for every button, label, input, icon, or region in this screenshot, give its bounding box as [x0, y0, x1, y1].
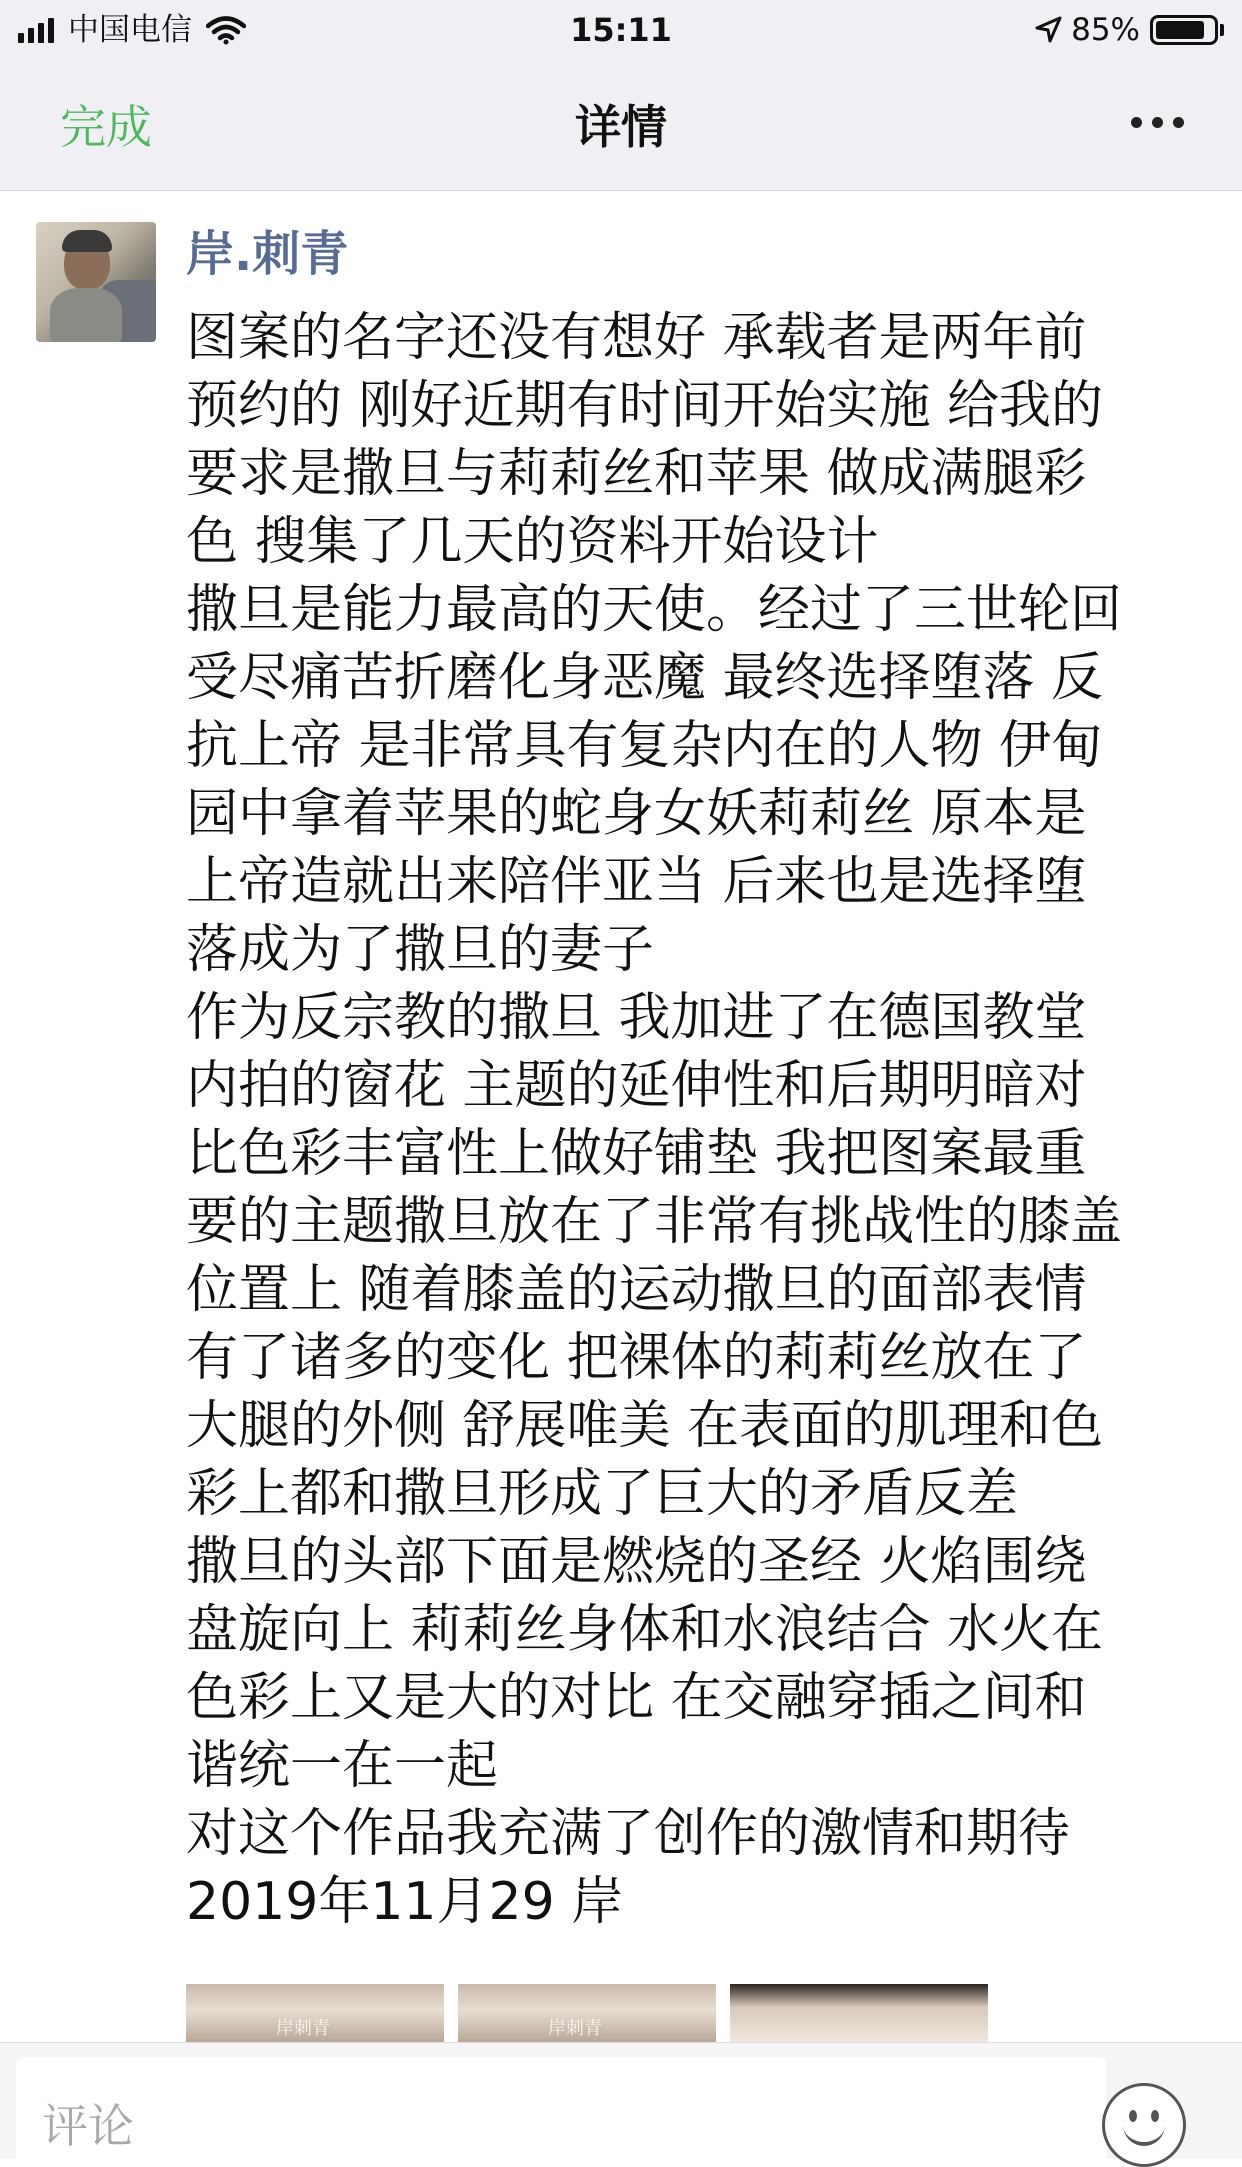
post-line: 上帝造就出来陪伴亚当 后来也是选择堕	[186, 852, 1087, 912]
location-arrow-icon	[1033, 15, 1063, 45]
post-line: 要求是撒旦与莉莉丝和苹果 做成满腿彩	[186, 444, 1087, 504]
post-line: 色彩上又是大的对比 在交融穿插之间和	[186, 1668, 1087, 1728]
image-watermark: 岸刺青	[276, 2018, 330, 2039]
post-line: 位置上 随着膝盖的运动撒旦的面部表情	[186, 1260, 1087, 1320]
battery-icon	[1150, 15, 1218, 45]
post-line: 谐统一在一起	[186, 1736, 499, 1796]
post-line: 园中拿着苹果的蛇身女妖莉莉丝 原本是	[186, 784, 1087, 844]
post-line: 大腿的外侧 舒展唯美 在表面的肌理和色	[186, 1396, 1104, 1456]
avatar[interactable]	[36, 222, 156, 342]
post-line: 2019年11月29 岸	[186, 1872, 624, 1932]
comment-input[interactable]	[16, 2057, 1106, 2167]
post-line: 图案的名字还没有想好 承载者是两年前	[186, 308, 1087, 368]
battery-level	[1156, 21, 1204, 39]
status-bar	[0, 0, 1242, 62]
comment-bar	[0, 2042, 1242, 2159]
post-line: 撒旦是能力最高的天使。经过了三世轮回	[186, 580, 1123, 640]
post-line: 受尽痛苦折磨化身恶魔 最终选择堕落 反	[186, 648, 1104, 708]
post-line: 抗上帝 是非常具有复杂内在的人物 伊甸	[186, 716, 1104, 776]
post-line: 盘旋向上 莉莉丝身体和水浪结合 水火在	[186, 1600, 1104, 1660]
post-image-thumbnail[interactable]	[458, 1984, 716, 2042]
post-line: 要的主题撒旦放在了非常有挑战性的膝盖	[186, 1192, 1123, 1252]
post-image-thumbnail[interactable]	[186, 1984, 444, 2042]
post-line: 有了诸多的变化 把裸体的莉莉丝放在了	[186, 1328, 1087, 1388]
status-right	[1033, 12, 1224, 48]
carrier-name: 中国电信	[68, 12, 192, 48]
battery-percent: 85%	[1071, 12, 1140, 48]
more-dots-icon[interactable]	[1121, 117, 1184, 128]
post-line: 预约的 刚好近期有时间开始实施 给我的	[186, 376, 1104, 436]
emoji-face-icon[interactable]	[1102, 2083, 1186, 2167]
post-line: 比色彩丰富性上做好铺垫 我把图案最重	[186, 1124, 1087, 1184]
post-line: 撒旦的头部下面是燃烧的圣经 火焰围绕	[186, 1532, 1087, 1592]
done-button[interactable]: 完成	[60, 100, 152, 154]
post-line: 内拍的窗花 主题的延伸性和后期明暗对	[186, 1056, 1087, 1116]
post-line: 落成为了撒旦的妻子	[186, 920, 655, 980]
post-line: 对这个作品我充满了创作的激情和期待	[186, 1804, 1071, 1864]
post-body	[186, 304, 1216, 1936]
post-line: 彩上都和撒旦形成了巨大的矛盾反差	[186, 1464, 1019, 1524]
post-image-thumbnail[interactable]	[730, 1984, 988, 2042]
post-line: 色 搜集了几天的资料开始设计	[186, 512, 879, 572]
battery-cap	[1220, 24, 1224, 36]
post-line: 作为反宗教的撒旦 我加进了在德国教堂	[186, 988, 1087, 1048]
page-title: 详情	[575, 100, 667, 154]
comment-placeholder: 评论	[42, 2099, 134, 2153]
author-name[interactable]: 岸.刺青	[186, 226, 349, 282]
status-time: 15:11	[570, 11, 672, 49]
nav-bar	[0, 62, 1242, 191]
image-thumbnails	[186, 1984, 1002, 2042]
image-watermark: 岸刺青	[548, 2018, 602, 2039]
